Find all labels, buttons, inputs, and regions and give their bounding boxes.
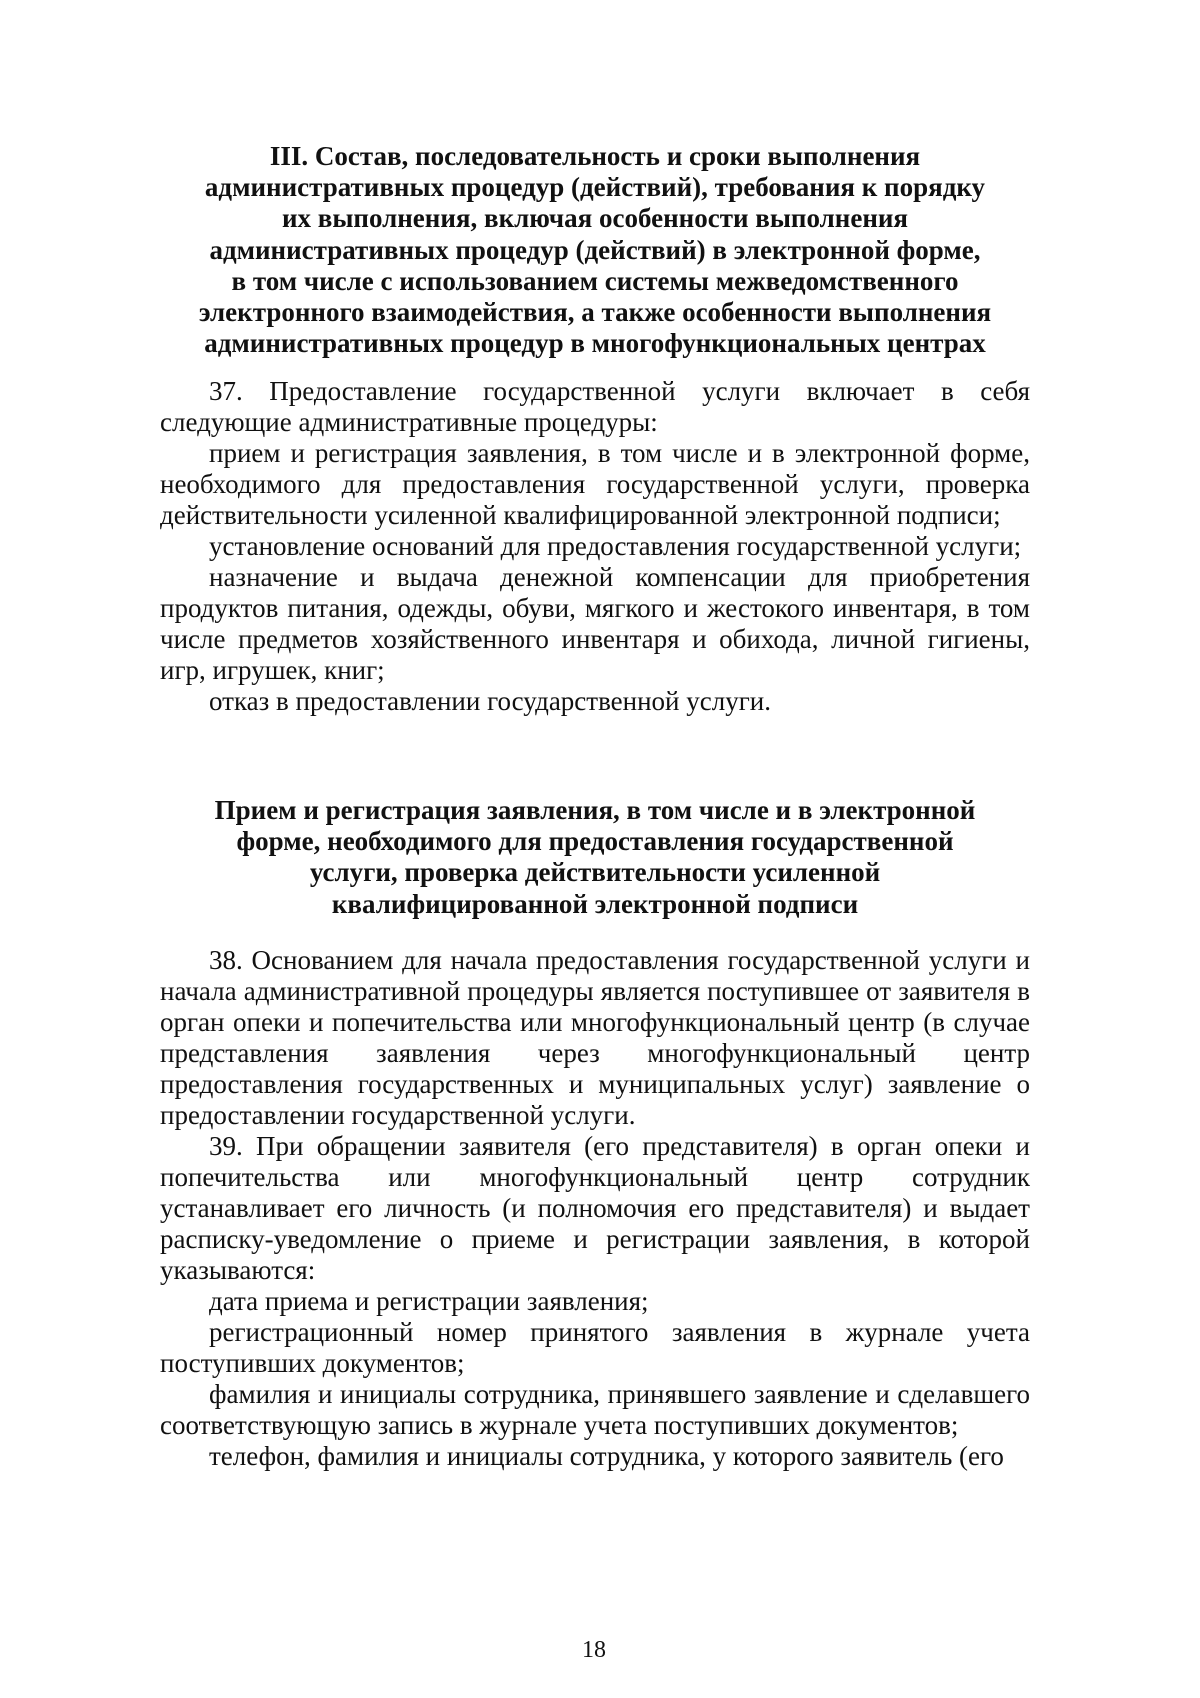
subsection-heading-line: форме, необходимого для предоставления государственной xyxy=(236,826,954,857)
section-heading-line: административных процедур (действий) в электронной форме, xyxy=(209,234,981,265)
section-heading-line: III. Состав, последовательность и сроки выполнения xyxy=(269,141,921,171)
page-number: 18 xyxy=(582,1637,606,1663)
paragraph-39: 39. При обращении заявителя (его представителя) в орган опеки и попечительства или многофункциональный центр сотрудник устанавливает его личность (и полномочия его представителя) и выдает расписку-уведомление о приеме и регистрации заявления, в которой указываются: xyxy=(160,1131,1030,1285)
procedure-item: отказ в предоставлении государственной услуги. xyxy=(209,686,771,716)
procedures-list-block xyxy=(160,376,1030,717)
receipt-item: фамилия и инициалы сотрудника, принявшего заявление и сделавшего соответствующую запись в журнале учета поступивших документов; xyxy=(160,1379,1030,1440)
receipt-item: дата приема и регистрации заявления; xyxy=(209,1286,649,1316)
section-heading-line: административных процедур в многофункциональных центрах xyxy=(204,328,986,359)
section-heading-line: в том числе с использованием системы межведомственного xyxy=(231,265,959,296)
receipt-item: регистрационный номер принятого заявления в журнале учета поступивших документов; xyxy=(160,1317,1030,1378)
section-heading-line: административных процедур (действий), требования к порядку xyxy=(204,172,986,203)
procedure-item: установление оснований для предоставления государственной услуги; xyxy=(209,531,1022,561)
subsection-heading-line: услуги, проверка действительности усиленной xyxy=(309,857,881,888)
section-heading-line: их выполнения, включая особенности выполнения xyxy=(281,203,909,234)
subsection-heading-line: квалифицированной электронной подписи xyxy=(331,888,859,919)
paragraph-37: 37. Предоставление государственной услуги включает в себя следующие административные процедуры: xyxy=(160,376,1030,437)
section-heading xyxy=(160,141,1030,359)
subsection-heading xyxy=(160,795,1030,920)
paragraph-38: 38. Основанием для начала предоставления государственной услуги и начала административной процедуры является поступившее от заявителя в орган опеки и попечительства или многофункциональный центр (в случае представления заявления через многофункциональный центр предоставления государственных и муниципальных услуг) заявление о предоставлении государственной услуги. xyxy=(160,945,1030,1130)
receipt-item: телефон, фамилия и инициалы сотрудника, у которого заявитель (его xyxy=(209,1441,1004,1471)
procedure-item: прием и регистрация заявления, в том числе и в электронной форме, необходимого для предоставления государственной услуги, проверка действительности усиленной квалифицированной электронной подписи; xyxy=(160,438,1030,530)
subsection-heading-line: Прием и регистрация заявления, в том числе и в электронной xyxy=(214,795,976,825)
reception-block xyxy=(160,945,1030,1472)
procedure-item: назначение и выдача денежной компенсации для приобретения продуктов питания, одежды, обуви, мягкого и жестокого инвентаря, в том числе предметов хозяйственного инвентаря и обихода, личной гигиены, игр, игрушек, книг; xyxy=(160,562,1030,685)
section-heading-line: электронного взаимодействия, а также особенности выполнения xyxy=(198,297,992,328)
